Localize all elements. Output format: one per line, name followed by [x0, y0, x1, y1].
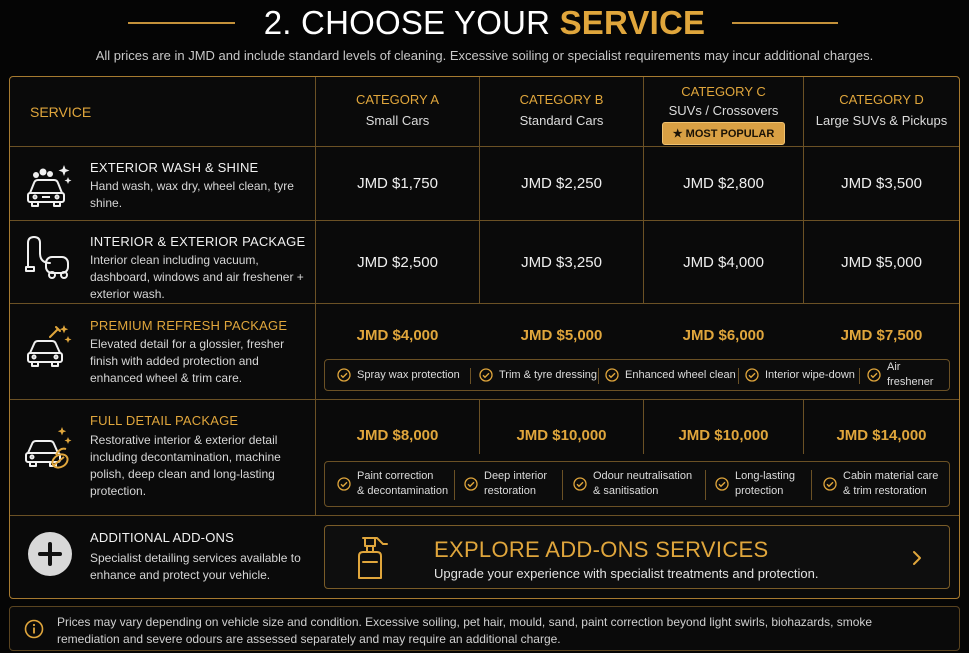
category-name: CATEGORY A: [355, 92, 440, 107]
title-rule-right: [732, 22, 838, 24]
feature-separator: [811, 470, 812, 500]
price-cell: JMD $2,800: [683, 175, 764, 192]
price-cell: JMD $4,000: [683, 254, 764, 271]
price-cell: JMD $8,000: [356, 427, 439, 444]
category-name: CATEGORY D: [839, 92, 924, 107]
most-popular-badge: ★ MOST POPULAR: [662, 122, 786, 145]
grid-divider: [10, 515, 959, 516]
feature-item: [605, 360, 736, 390]
check-circle-icon: [573, 477, 587, 491]
feature-label: Spray wax protection: [357, 368, 460, 381]
pricing-disclaimer: [9, 606, 960, 651]
plus-icon: [28, 532, 72, 576]
grid-divider: [643, 146, 644, 303]
feature-label: Interior wipe-down: [765, 368, 855, 381]
feature-item: [715, 462, 795, 506]
price-cell: JMD $10,000: [516, 427, 607, 444]
feature-label: Air freshener: [887, 361, 934, 388]
check-circle-icon: [715, 477, 729, 491]
price-cell: JMD $2,500: [357, 254, 438, 271]
check-circle-icon: [479, 368, 493, 382]
pricing-table: [9, 76, 960, 599]
addons-cta-subtitle: Upgrade your experience with specialist treatments and protection.: [434, 566, 819, 581]
feature-separator: [470, 368, 471, 384]
explore-addons-button[interactable]: [324, 525, 950, 589]
feature-label: Trim & tyre dressing: [499, 368, 598, 381]
check-circle-icon: [464, 477, 478, 491]
service-name: EXTERIOR WASH & SHINE: [90, 160, 259, 175]
feature-item: [464, 462, 547, 506]
grid-divider: [10, 303, 959, 304]
page-subtitle: All prices are in JMD and include standard levels of cleaning. Excessive soiling or specialist requirements may incur additional charges.: [95, 48, 874, 63]
feature-separator: [705, 470, 706, 500]
title-prefix: 2. CHOOSE YOUR: [263, 4, 551, 41]
check-circle-icon: [337, 477, 351, 491]
grid-divider: [10, 146, 959, 147]
service-name: PREMIUM REFRESH PACKAGE: [90, 318, 288, 333]
service-description: Interior clean including vacuum, dashboard, windows and air freshener + exterior wash.: [90, 253, 304, 301]
chevron-right-icon[interactable]: [911, 549, 923, 567]
service-column-header: SERVICE: [30, 104, 92, 120]
category-subtitle: SUVs / Crossovers: [668, 103, 779, 118]
price-cell: JMD $14,000: [836, 427, 927, 444]
category-d-header: [804, 77, 959, 146]
feature-label: Deep interior restoration: [484, 470, 547, 497]
price-cell: JMD $6,000: [682, 327, 765, 344]
check-circle-icon: [337, 368, 351, 382]
feature-item: [745, 360, 855, 390]
section-header: [0, 4, 969, 42]
info-icon: [24, 619, 44, 639]
category-a-header: [316, 77, 479, 146]
category-name: CATEGORY C: [681, 84, 766, 99]
price-cell: JMD $7,500: [840, 327, 923, 344]
price-cell: JMD $3,250: [521, 254, 602, 271]
feature-item: [337, 360, 460, 390]
check-circle-icon: [867, 368, 881, 382]
feature-label: Cabin material care & trim restoration: [843, 470, 939, 497]
category-subtitle: Large SUVs & Pickups: [815, 113, 948, 128]
feature-item: [337, 462, 448, 506]
category-b-header: [480, 77, 643, 146]
price-cell: JMD $5,000: [520, 327, 603, 344]
price-cell: JMD $3,500: [841, 175, 922, 192]
check-circle-icon: [745, 368, 759, 382]
service-name: ADDITIONAL ADD-ONS: [90, 530, 234, 545]
service-description: Restorative interior & exterior detail including decontamination, machine polish, deep clean and long-lasting protection.: [90, 433, 281, 498]
feature-label: Long-lasting protection: [735, 470, 795, 497]
feature-label: Odour neutralisation & sanitisation: [593, 470, 693, 497]
feature-separator: [454, 470, 455, 500]
price-cell: JMD $5,000: [841, 254, 922, 271]
vacuum-icon: [24, 233, 72, 281]
service-name: FULL DETAIL PACKAGE: [90, 413, 239, 428]
feature-separator: [562, 470, 563, 500]
feature-item: [479, 360, 597, 390]
category-name: CATEGORY B: [519, 92, 604, 107]
feature-separator: [859, 368, 860, 384]
feature-label: Paint correction & decontamination: [357, 470, 449, 497]
service-description: Hand wash, wax dry, wheel clean, tyre shine.: [90, 179, 294, 210]
car-spray-icon: [24, 323, 72, 371]
check-circle-icon: [605, 368, 619, 382]
title-accent: SERVICE: [559, 4, 706, 41]
check-circle-icon: [823, 477, 837, 491]
service-name: INTERIOR & EXTERIOR PACKAGE: [90, 234, 306, 249]
feature-item: [573, 462, 692, 506]
price-cell: JMD $10,000: [678, 427, 769, 444]
feature-label: Enhanced wheel clean: [625, 368, 736, 381]
spray-bottle-icon: [355, 534, 393, 582]
disclaimer-text: Prices may vary depending on vehicle size and condition. Excessive soiling, pet hair, mould, sand, paint correction beyond light swirls, biohazards, smoke remediation and severe odours are assessed separately and may require an additional charge.: [57, 615, 873, 646]
grid-divider: [10, 220, 959, 221]
category-c-header: [644, 77, 803, 146]
feature-separator: [738, 368, 739, 384]
feature-item: [823, 462, 938, 506]
grid-divider: [803, 146, 804, 303]
price-cell: JMD $2,250: [521, 175, 602, 192]
category-subtitle: Small Cars: [365, 113, 430, 128]
service-description: Elevated detail for a glossier, fresher finish with added protection and enhanced wheel & trim care.: [90, 337, 285, 385]
car-sparkle-icon: [24, 161, 72, 209]
service-description: Specialist detailing services available to enhance and protect your vehicle.: [90, 551, 301, 582]
car-polish-icon: [24, 425, 72, 473]
full-detail-features: [324, 461, 950, 507]
price-cell: JMD $4,000: [356, 327, 439, 344]
feature-item: [867, 360, 949, 390]
grid-divider: [10, 399, 959, 400]
feature-separator: [598, 368, 599, 384]
price-cell: JMD $1,750: [357, 175, 438, 192]
grid-divider: [479, 146, 480, 303]
addons-cta-title: EXPLORE ADD-ONS SERVICES: [434, 537, 769, 562]
premium-refresh-features: [324, 359, 950, 391]
category-subtitle: Standard Cars: [519, 113, 604, 128]
